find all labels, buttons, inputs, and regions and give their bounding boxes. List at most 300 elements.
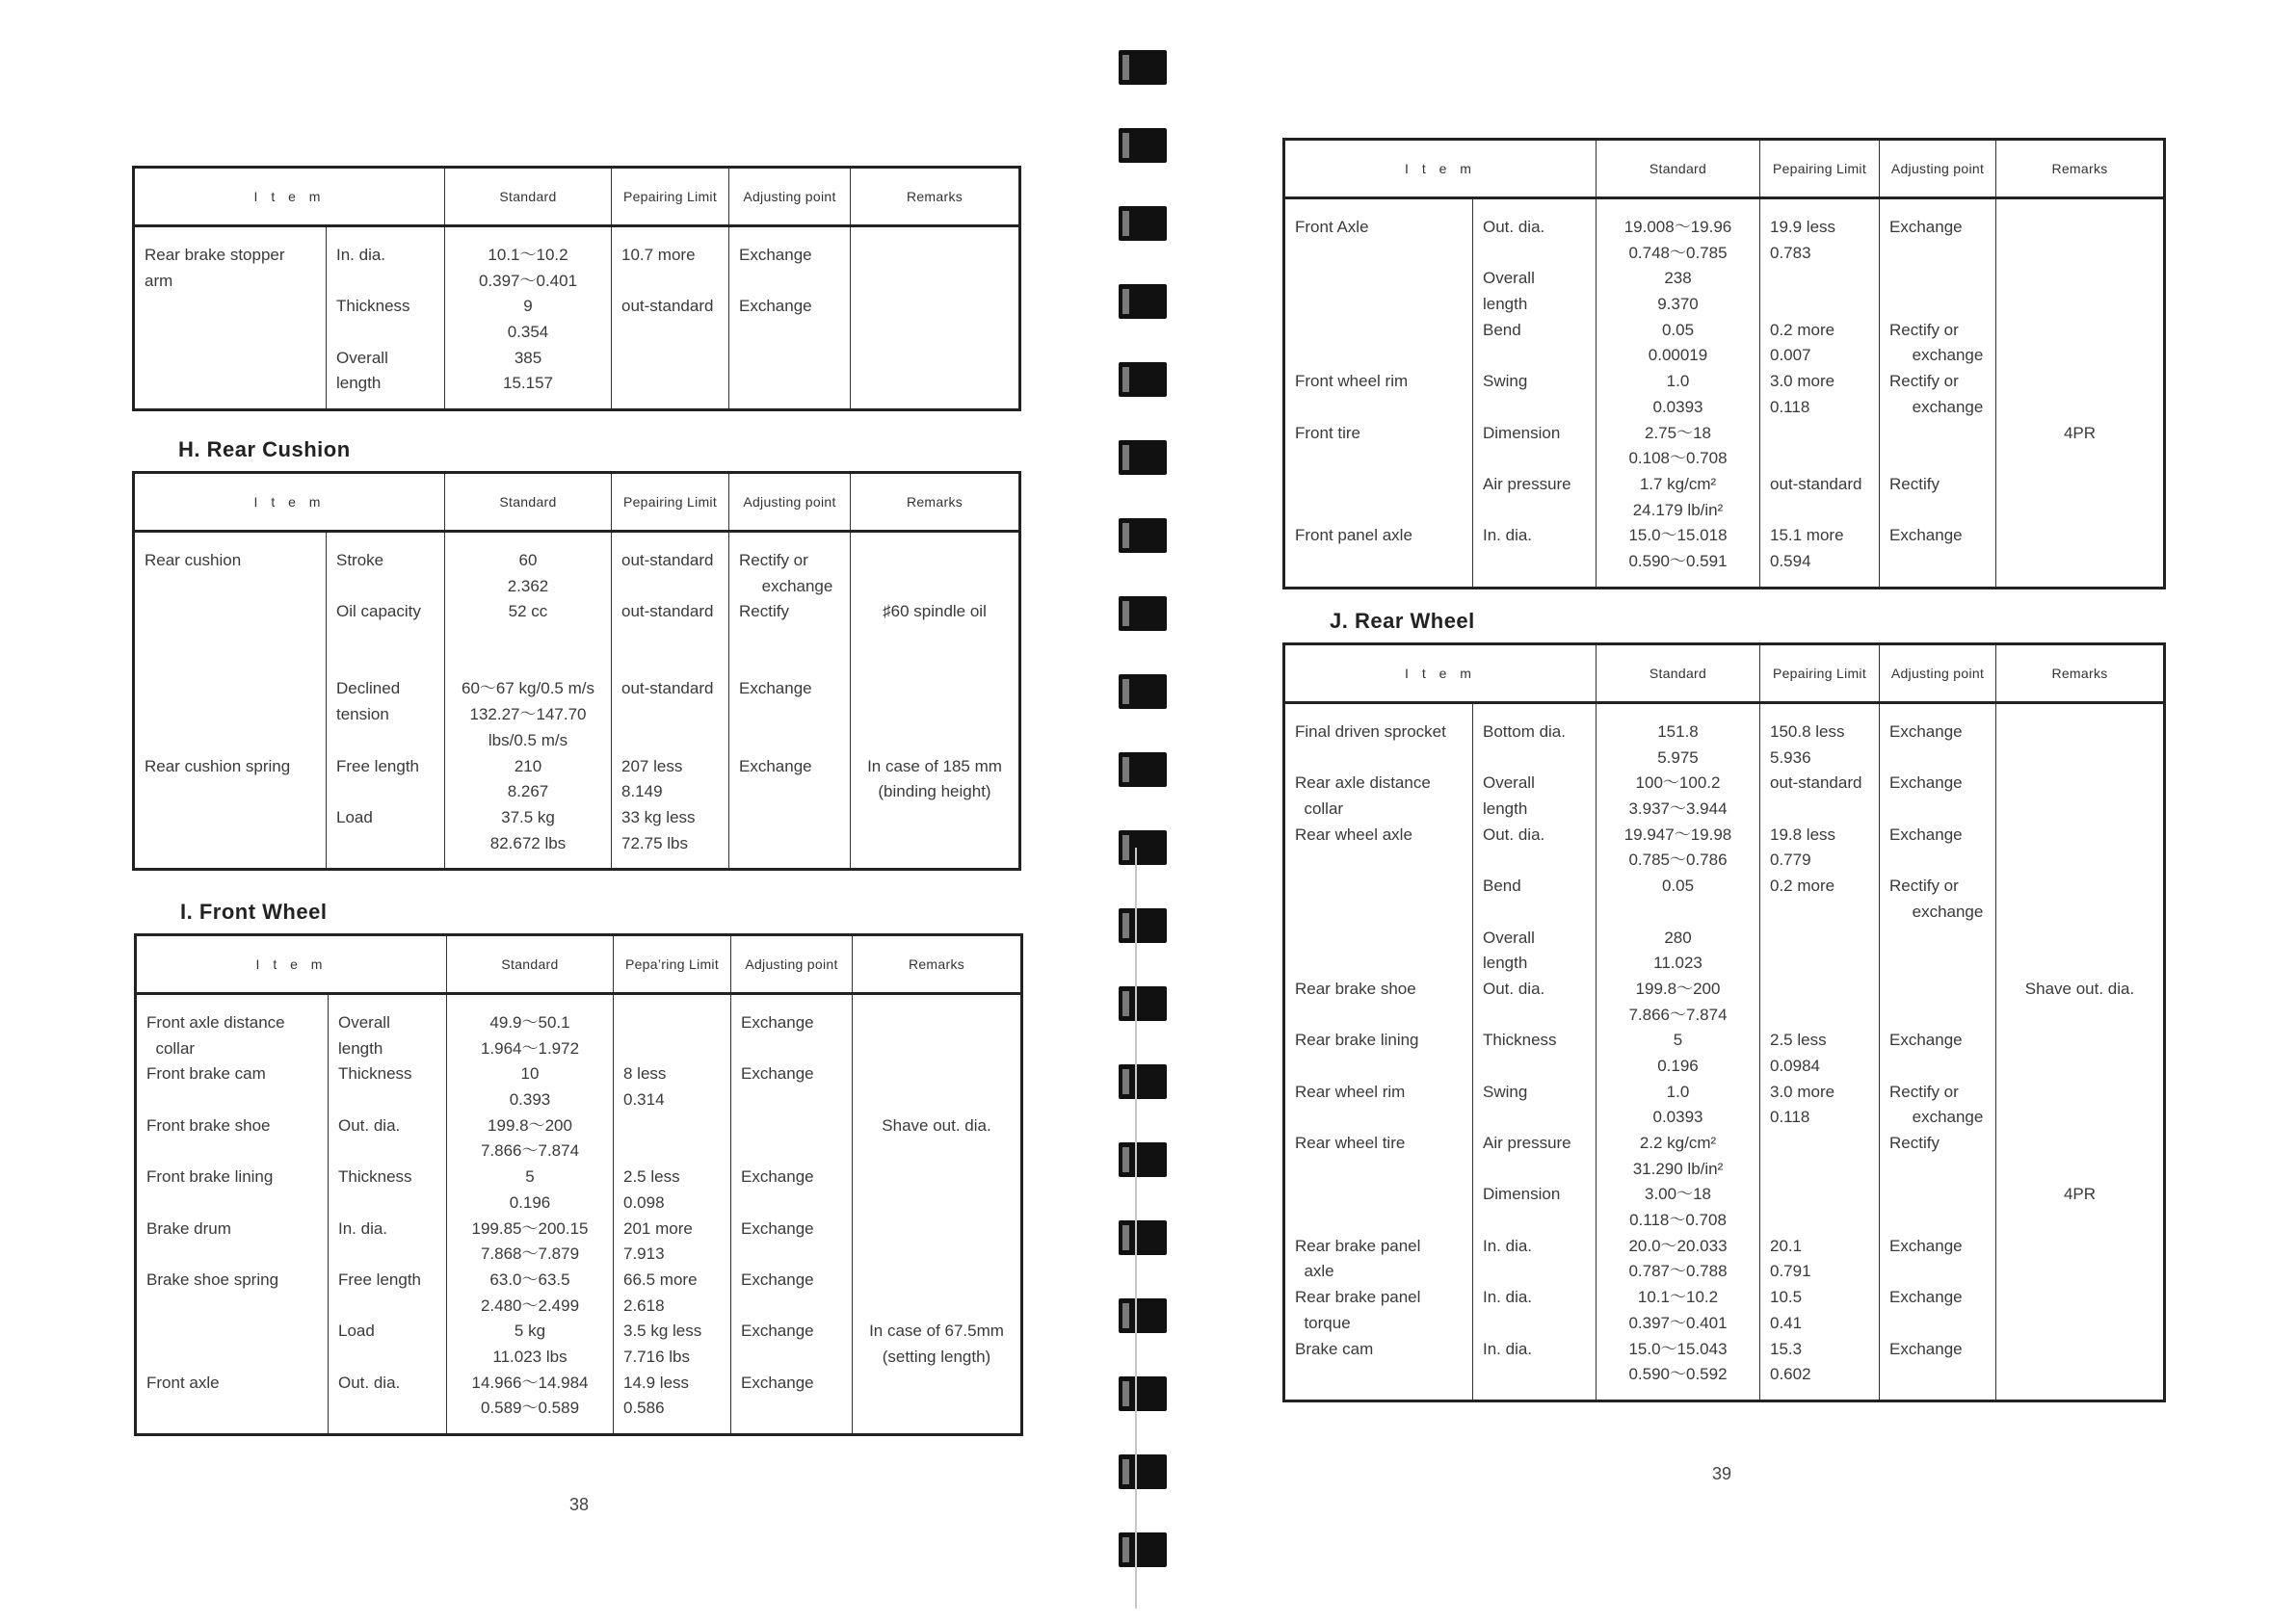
standard-line: 0.590～0.592 <box>1628 1365 1728 1384</box>
standard-line: 0.354 <box>507 323 549 342</box>
limit-cell <box>1760 198 1880 589</box>
remarks-line <box>2006 1054 2153 1080</box>
standard-line: 15.0～15.043 <box>1628 1339 1728 1358</box>
standard-line: 199.85～200.15 <box>471 1218 589 1238</box>
standard-line: 0.785～0.786 <box>1628 851 1728 870</box>
limit-line: 0.098 <box>623 1192 665 1212</box>
remarks-line <box>2006 720 2153 746</box>
repairing-limit-header: Pepairing Limit <box>1760 140 1880 198</box>
item-line <box>1295 292 1463 318</box>
item-line: Front Axle <box>1295 218 1369 236</box>
standard-line: 100～100.2 <box>1635 773 1721 793</box>
standard-line: 238 <box>1664 269 1692 288</box>
standard-header: Standard <box>445 473 612 532</box>
part-line: Thickness <box>338 1064 412 1084</box>
part-line <box>338 1294 436 1320</box>
item-line <box>145 625 316 651</box>
item-header: I t e m <box>1284 644 1597 703</box>
standard-line: lbs/0.5 m/s <box>488 730 568 749</box>
standard-line: 0.00019 <box>1648 346 1708 365</box>
item-cell <box>136 994 329 1435</box>
limit-line <box>1770 292 1869 318</box>
part-line <box>336 779 435 805</box>
adjust-line: Rectify or <box>1889 320 1959 339</box>
part-line: length <box>338 1038 383 1058</box>
binding-ring <box>1119 1220 1167 1255</box>
item-line <box>1295 874 1463 900</box>
limit-line: 14.9 less <box>623 1373 690 1392</box>
item-line: collar <box>1295 799 1344 819</box>
remarks-line <box>860 702 1009 728</box>
adjust-line: Exchange <box>1889 1288 1963 1307</box>
limit-line: 0.2 more <box>1770 877 1835 896</box>
limit-line: 8.149 <box>621 782 663 801</box>
limit-line <box>1770 446 1869 472</box>
remarks-line <box>2006 874 2153 900</box>
part-line: Oil capacity <box>336 602 421 621</box>
remarks-line <box>862 1294 1011 1320</box>
adjust-line <box>1889 848 1986 874</box>
binding-ring <box>1119 518 1167 553</box>
adjust-line: Exchange <box>1889 1339 1963 1358</box>
adjust-line: Exchange <box>1889 722 1963 741</box>
item-line <box>145 599 316 625</box>
table-header-row <box>134 168 1020 226</box>
limit-line: 5.936 <box>1770 747 1811 767</box>
item-line <box>1295 395 1463 421</box>
part-line: length <box>1483 799 1528 819</box>
remarks-line <box>2006 343 2153 369</box>
item-line <box>1295 472 1463 498</box>
item-line <box>146 1319 318 1345</box>
section-title-rear-cushion: H. Rear Cushion <box>178 437 351 461</box>
adjust-line <box>1889 498 1986 524</box>
standard-line: 0.787～0.788 <box>1628 1262 1728 1281</box>
part-line: Free length <box>338 1270 421 1289</box>
limit-cell <box>1760 703 1880 1401</box>
part-cell <box>1473 198 1597 589</box>
adjust-line: Exchange <box>741 1013 814 1032</box>
binding-ring <box>1119 596 1167 631</box>
binding-ring <box>1119 362 1167 397</box>
item-line <box>146 1139 318 1165</box>
item-line: Front panel axle <box>1295 526 1412 545</box>
standard-line: 15.157 <box>503 374 553 393</box>
adjust-line <box>1889 241 1986 267</box>
adjusting-point-header: Adjusting point <box>731 935 853 994</box>
adjust-line: Exchange <box>741 1064 814 1084</box>
table-header-row <box>1284 644 2165 703</box>
standard-line: 0.118～0.708 <box>1629 1211 1727 1230</box>
adjusting-point-header: Adjusting point <box>1880 140 1996 198</box>
adjust-line <box>739 269 840 295</box>
item-line: Front brake cam <box>146 1064 266 1084</box>
adjust-line: Rectify <box>1889 474 1940 493</box>
standard-line: 151.8 <box>1657 722 1699 741</box>
part-line <box>338 1242 436 1268</box>
item-line: Rear cushion spring <box>145 756 291 775</box>
item-line <box>1295 318 1463 344</box>
adjust-line <box>1889 1003 1986 1029</box>
item-line: Front wheel rim <box>1295 372 1409 391</box>
table-row <box>134 532 1020 870</box>
binding-ring <box>1119 674 1167 709</box>
adjust-line: Exchange <box>741 1167 814 1187</box>
remarks-line <box>860 676 1009 702</box>
limit-line: 10.5 <box>1770 1288 1803 1307</box>
item-line <box>146 1294 318 1320</box>
remarks-line <box>2006 1028 2153 1054</box>
limit-line <box>623 1010 721 1036</box>
part-line: Out. dia. <box>1483 218 1545 236</box>
adjust-line <box>739 625 840 651</box>
limit-line: out-standard <box>1770 474 1862 493</box>
limit-line <box>1770 1157 1869 1183</box>
limit-line: out-standard <box>621 297 714 316</box>
adjust-line <box>741 1139 842 1165</box>
part-line <box>338 1139 436 1165</box>
item-line: Final driven sprocket <box>1295 722 1446 741</box>
adjust-line <box>1889 266 1986 292</box>
item-line: Front tire <box>1295 423 1361 442</box>
page-spine-line <box>1135 848 1137 1609</box>
adjust-line <box>741 1242 842 1268</box>
limit-line: 3.0 more <box>1770 1082 1835 1101</box>
table-row <box>1284 198 2165 589</box>
part-line: Stroke <box>336 551 384 569</box>
part-line: Free length <box>336 756 419 775</box>
part-line <box>1483 746 1586 772</box>
standard-header: Standard <box>1597 644 1760 703</box>
limit-line: 0.0984 <box>1770 1056 1820 1075</box>
table-row <box>1284 703 2165 1401</box>
part-line <box>338 1191 436 1217</box>
part-line: Overall <box>1483 928 1535 947</box>
part-line: Overall <box>336 348 388 367</box>
remarks-line <box>2006 1157 2153 1183</box>
standard-line: 0.590～0.591 <box>1628 551 1728 570</box>
binding-ring <box>1119 284 1167 319</box>
binding-ring <box>1119 1142 1167 1177</box>
adjust-line <box>739 702 840 728</box>
adjust-line: Exchange <box>1889 773 1963 793</box>
part-line: length <box>1483 954 1528 973</box>
repairing-limit-header: Pepa’ring Limit <box>614 935 731 994</box>
standard-line: 82.672 lbs <box>489 833 567 852</box>
item-line <box>145 651 316 677</box>
remarks-line <box>2006 797 2153 823</box>
adjust-line <box>739 728 840 754</box>
standard-line <box>1606 900 1750 926</box>
part-line <box>338 1345 436 1371</box>
remarks-line <box>2006 369 2153 395</box>
standard-line: 0.05 <box>1661 877 1695 896</box>
remarks-header: Remarks <box>851 473 1020 532</box>
section-title-rear-wheel: J. Rear Wheel <box>1330 609 1475 633</box>
standard-line: 0.748～0.785 <box>1628 243 1728 262</box>
part-line <box>1483 1003 1586 1029</box>
standard-line: 10.1～10.2 <box>488 246 568 264</box>
adjust-line <box>741 1087 842 1113</box>
part-line <box>1483 900 1586 926</box>
limit-line <box>621 728 719 754</box>
part-line <box>1483 395 1586 421</box>
item-line <box>145 728 316 754</box>
repairing-limit-header: Pepairing Limit <box>1760 644 1880 703</box>
limit-cell <box>612 532 729 870</box>
adjust-line: Rectify or <box>1889 877 1959 896</box>
remarks-line <box>2006 746 2153 772</box>
standard-line: 1.0 <box>1666 1082 1690 1101</box>
remarks-line <box>862 1191 1011 1217</box>
part-line: Bend <box>1483 320 1521 339</box>
remarks-header: Remarks <box>1996 140 2165 198</box>
item-line: Front brake shoe <box>146 1115 271 1135</box>
remarks-line: 4PR <box>2063 1185 2097 1204</box>
remarks-line: In case of 67.5mm <box>869 1322 1004 1341</box>
adjust-line: Exchange <box>739 246 812 264</box>
item-line <box>1295 746 1463 772</box>
part-line <box>336 651 435 677</box>
remarks-line: In case of 185 mm <box>867 756 1002 775</box>
standard-line <box>455 625 601 651</box>
part-line: Declined <box>336 679 401 698</box>
remarks-line <box>862 1242 1011 1268</box>
item-line <box>1295 1003 1463 1029</box>
repairing-limit-header: Pepairing Limit <box>612 473 729 532</box>
limit-line <box>621 651 719 677</box>
page-number-right: 39 <box>1712 1464 1732 1483</box>
part-line: Load <box>336 807 373 826</box>
limit-line: out-standard <box>621 679 714 698</box>
limit-line: 0.783 <box>1770 243 1811 262</box>
standard-line: 5 kg <box>514 1322 546 1341</box>
remarks-line <box>2006 1080 2153 1106</box>
rear-wheel-table <box>1282 642 2166 1402</box>
limit-line <box>1770 926 1869 952</box>
adjust-line: Exchange <box>1889 1031 1963 1050</box>
limit-line: 207 less <box>621 756 683 775</box>
table-row <box>134 226 1020 410</box>
adjust-line: Exchange <box>1889 1236 1963 1255</box>
standard-line: 7.866～7.874 <box>480 1141 580 1161</box>
part-line: Out. dia. <box>1483 979 1545 998</box>
item-line <box>1295 1105 1463 1131</box>
part-line <box>1483 446 1586 472</box>
remarks-line: ♯60 spindle oil <box>883 602 987 621</box>
standard-cell <box>1597 703 1760 1401</box>
part-line: Swing <box>1483 372 1528 391</box>
remarks-line <box>2006 241 2153 267</box>
limit-line: 0.2 more <box>1770 320 1835 339</box>
remarks-header: Remarks <box>1996 644 2165 703</box>
item-header: I t e m <box>1284 140 1597 198</box>
adjust-line: exchange <box>1889 346 1984 365</box>
item-line: Front brake lining <box>146 1167 274 1187</box>
part-line: Out. dia. <box>338 1373 401 1392</box>
item-line <box>1295 1157 1463 1183</box>
part-line: Bend <box>1483 877 1521 896</box>
item-line <box>1295 900 1463 926</box>
part-line: Overall <box>338 1013 390 1032</box>
item-line: Rear wheel rim <box>1295 1082 1406 1101</box>
section-title-front-wheel: I. Front Wheel <box>180 900 328 924</box>
adjust-line <box>1889 977 1986 1003</box>
part-line: Out. dia. <box>1483 825 1545 844</box>
adjust-line: Rectify or <box>1889 1082 1959 1101</box>
adjust-line <box>1889 746 1986 772</box>
adjust-cell <box>1880 198 1996 589</box>
item-cell <box>1284 703 1473 1401</box>
table-header-row <box>134 473 1020 532</box>
standard-line: 2.75～18 <box>1645 423 1711 442</box>
limit-line: 19.9 less <box>1770 218 1836 236</box>
standard-line: 8.267 <box>507 782 549 801</box>
item-line: collar <box>146 1038 196 1058</box>
adjusting-point-header: Adjusting point <box>1880 644 1996 703</box>
item-line <box>1295 498 1463 524</box>
standard-line: 132.27～147.70 <box>469 705 587 724</box>
part-cell <box>1473 703 1597 1401</box>
adjusting-point-header: Adjusting point <box>729 168 851 226</box>
adjust-line <box>1889 926 1986 952</box>
limit-line <box>623 1036 721 1062</box>
part-line <box>336 574 435 600</box>
item-cell <box>134 532 327 870</box>
limit-line: 2.618 <box>623 1296 665 1315</box>
standard-line: 2.362 <box>507 576 549 595</box>
standard-cell <box>447 994 614 1435</box>
binding-ring <box>1119 908 1167 943</box>
adjust-line <box>739 651 840 677</box>
limit-line <box>623 1139 721 1165</box>
limit-line: 15.1 more <box>1770 526 1844 545</box>
standard-line: 19.947～19.98 <box>1623 825 1732 844</box>
remarks-line <box>2006 395 2153 421</box>
remarks-cell <box>851 532 1020 870</box>
adjust-line <box>1889 292 1986 318</box>
binding-ring <box>1119 1064 1167 1099</box>
remarks-header: Remarks <box>853 935 1022 994</box>
remarks-line: (binding height) <box>878 782 991 801</box>
standard-line: 3.937～3.944 <box>1628 799 1728 819</box>
limit-line <box>1770 900 1869 926</box>
part-line: Dimension <box>1483 1185 1561 1204</box>
standard-cell <box>1597 198 1760 589</box>
standard-line: 7.866～7.874 <box>1628 1005 1728 1024</box>
standard-line: 5 <box>525 1167 535 1187</box>
remarks-line <box>860 574 1009 600</box>
remarks-line <box>2006 951 2153 977</box>
remarks-line <box>2006 215 2153 241</box>
item-line: Rear brake panel <box>1295 1236 1421 1255</box>
adjust-line <box>1889 1054 1986 1080</box>
remarks-cell <box>1996 198 2165 589</box>
adjust-line <box>741 1113 842 1139</box>
remarks-line: Shave out. dia. <box>2024 979 2135 998</box>
adjust-line <box>1889 951 1986 977</box>
binding-ring <box>1119 752 1167 787</box>
item-line: arm <box>145 271 173 290</box>
part-line <box>338 1087 436 1113</box>
part-line: length <box>336 374 382 393</box>
item-line <box>1295 1054 1463 1080</box>
remarks-line <box>862 1061 1011 1087</box>
limit-line: 3.0 more <box>1770 372 1835 391</box>
standard-line: 1.7 kg/cm² <box>1639 474 1717 493</box>
standard-line: 0.108～0.708 <box>1628 449 1728 468</box>
standard-line: 52 cc <box>508 602 548 621</box>
limit-line: 15.3 <box>1770 1339 1803 1358</box>
part-line: Bottom dia. <box>1483 722 1566 741</box>
limit-line: 19.8 less <box>1770 825 1836 844</box>
remarks-line <box>860 625 1009 651</box>
item-line: Rear cushion <box>145 551 242 569</box>
remarks-line <box>2006 1003 2153 1029</box>
part-line <box>1483 1259 1586 1285</box>
remarks-line <box>862 1087 1011 1113</box>
part-line: tension <box>336 705 389 724</box>
adjust-line: Rectify <box>739 602 789 621</box>
remarks-line <box>2006 771 2153 797</box>
remarks-line: Shave out. dia. <box>882 1115 991 1135</box>
limit-line: 0.594 <box>1770 551 1811 570</box>
item-line: axle <box>1295 1262 1334 1281</box>
adjust-line: exchange <box>739 576 833 595</box>
part-line: In. dia. <box>1483 1339 1533 1358</box>
part-line: Overall <box>1483 269 1535 288</box>
remarks-line <box>862 1268 1011 1294</box>
remarks-line: (setting length) <box>882 1347 991 1366</box>
adjust-line: Exchange <box>741 1218 814 1238</box>
adjust-line: exchange <box>1889 902 1984 921</box>
adjust-line: Rectify <box>1889 1134 1940 1152</box>
part-line: Thickness <box>336 297 410 316</box>
adjust-line: Exchange <box>739 756 812 775</box>
adjust-cell <box>729 226 851 410</box>
adjust-line <box>741 1294 842 1320</box>
remarks-cell <box>853 994 1022 1435</box>
standard-line: 63.0～63.5 <box>489 1270 570 1289</box>
standard-header: Standard <box>447 935 614 994</box>
item-line: Rear brake shoe <box>1295 979 1416 998</box>
remarks-line <box>862 1139 1011 1165</box>
limit-line: 0.118 <box>1770 1108 1810 1127</box>
part-line <box>1483 1157 1586 1183</box>
binding-ring <box>1119 440 1167 475</box>
adjust-line <box>1889 446 1986 472</box>
item-line: Front axle <box>146 1373 220 1392</box>
standard-line: 0.0393 <box>1652 397 1703 416</box>
limit-line: 0.779 <box>1770 851 1811 870</box>
part-line <box>1483 498 1586 524</box>
standard-line: 2.480～2.499 <box>480 1296 580 1315</box>
limit-line <box>1770 797 1869 823</box>
standard-line: 2.2 kg/cm² <box>1639 1134 1717 1152</box>
binding-ring <box>1119 128 1167 163</box>
repairing-limit-header: Pepairing Limit <box>612 168 729 226</box>
limit-line <box>621 702 719 728</box>
part-line: Overall <box>1483 773 1535 793</box>
remarks-line <box>860 548 1009 574</box>
part-line: Air pressure <box>1483 474 1571 493</box>
part-cell <box>327 532 445 870</box>
adjust-line: Exchange <box>1889 218 1963 236</box>
limit-line: 10.7 more <box>621 246 696 264</box>
item-header: I t e m <box>136 935 447 994</box>
adjust-line <box>741 1036 842 1062</box>
limit-line: 72.75 lbs <box>621 833 688 852</box>
